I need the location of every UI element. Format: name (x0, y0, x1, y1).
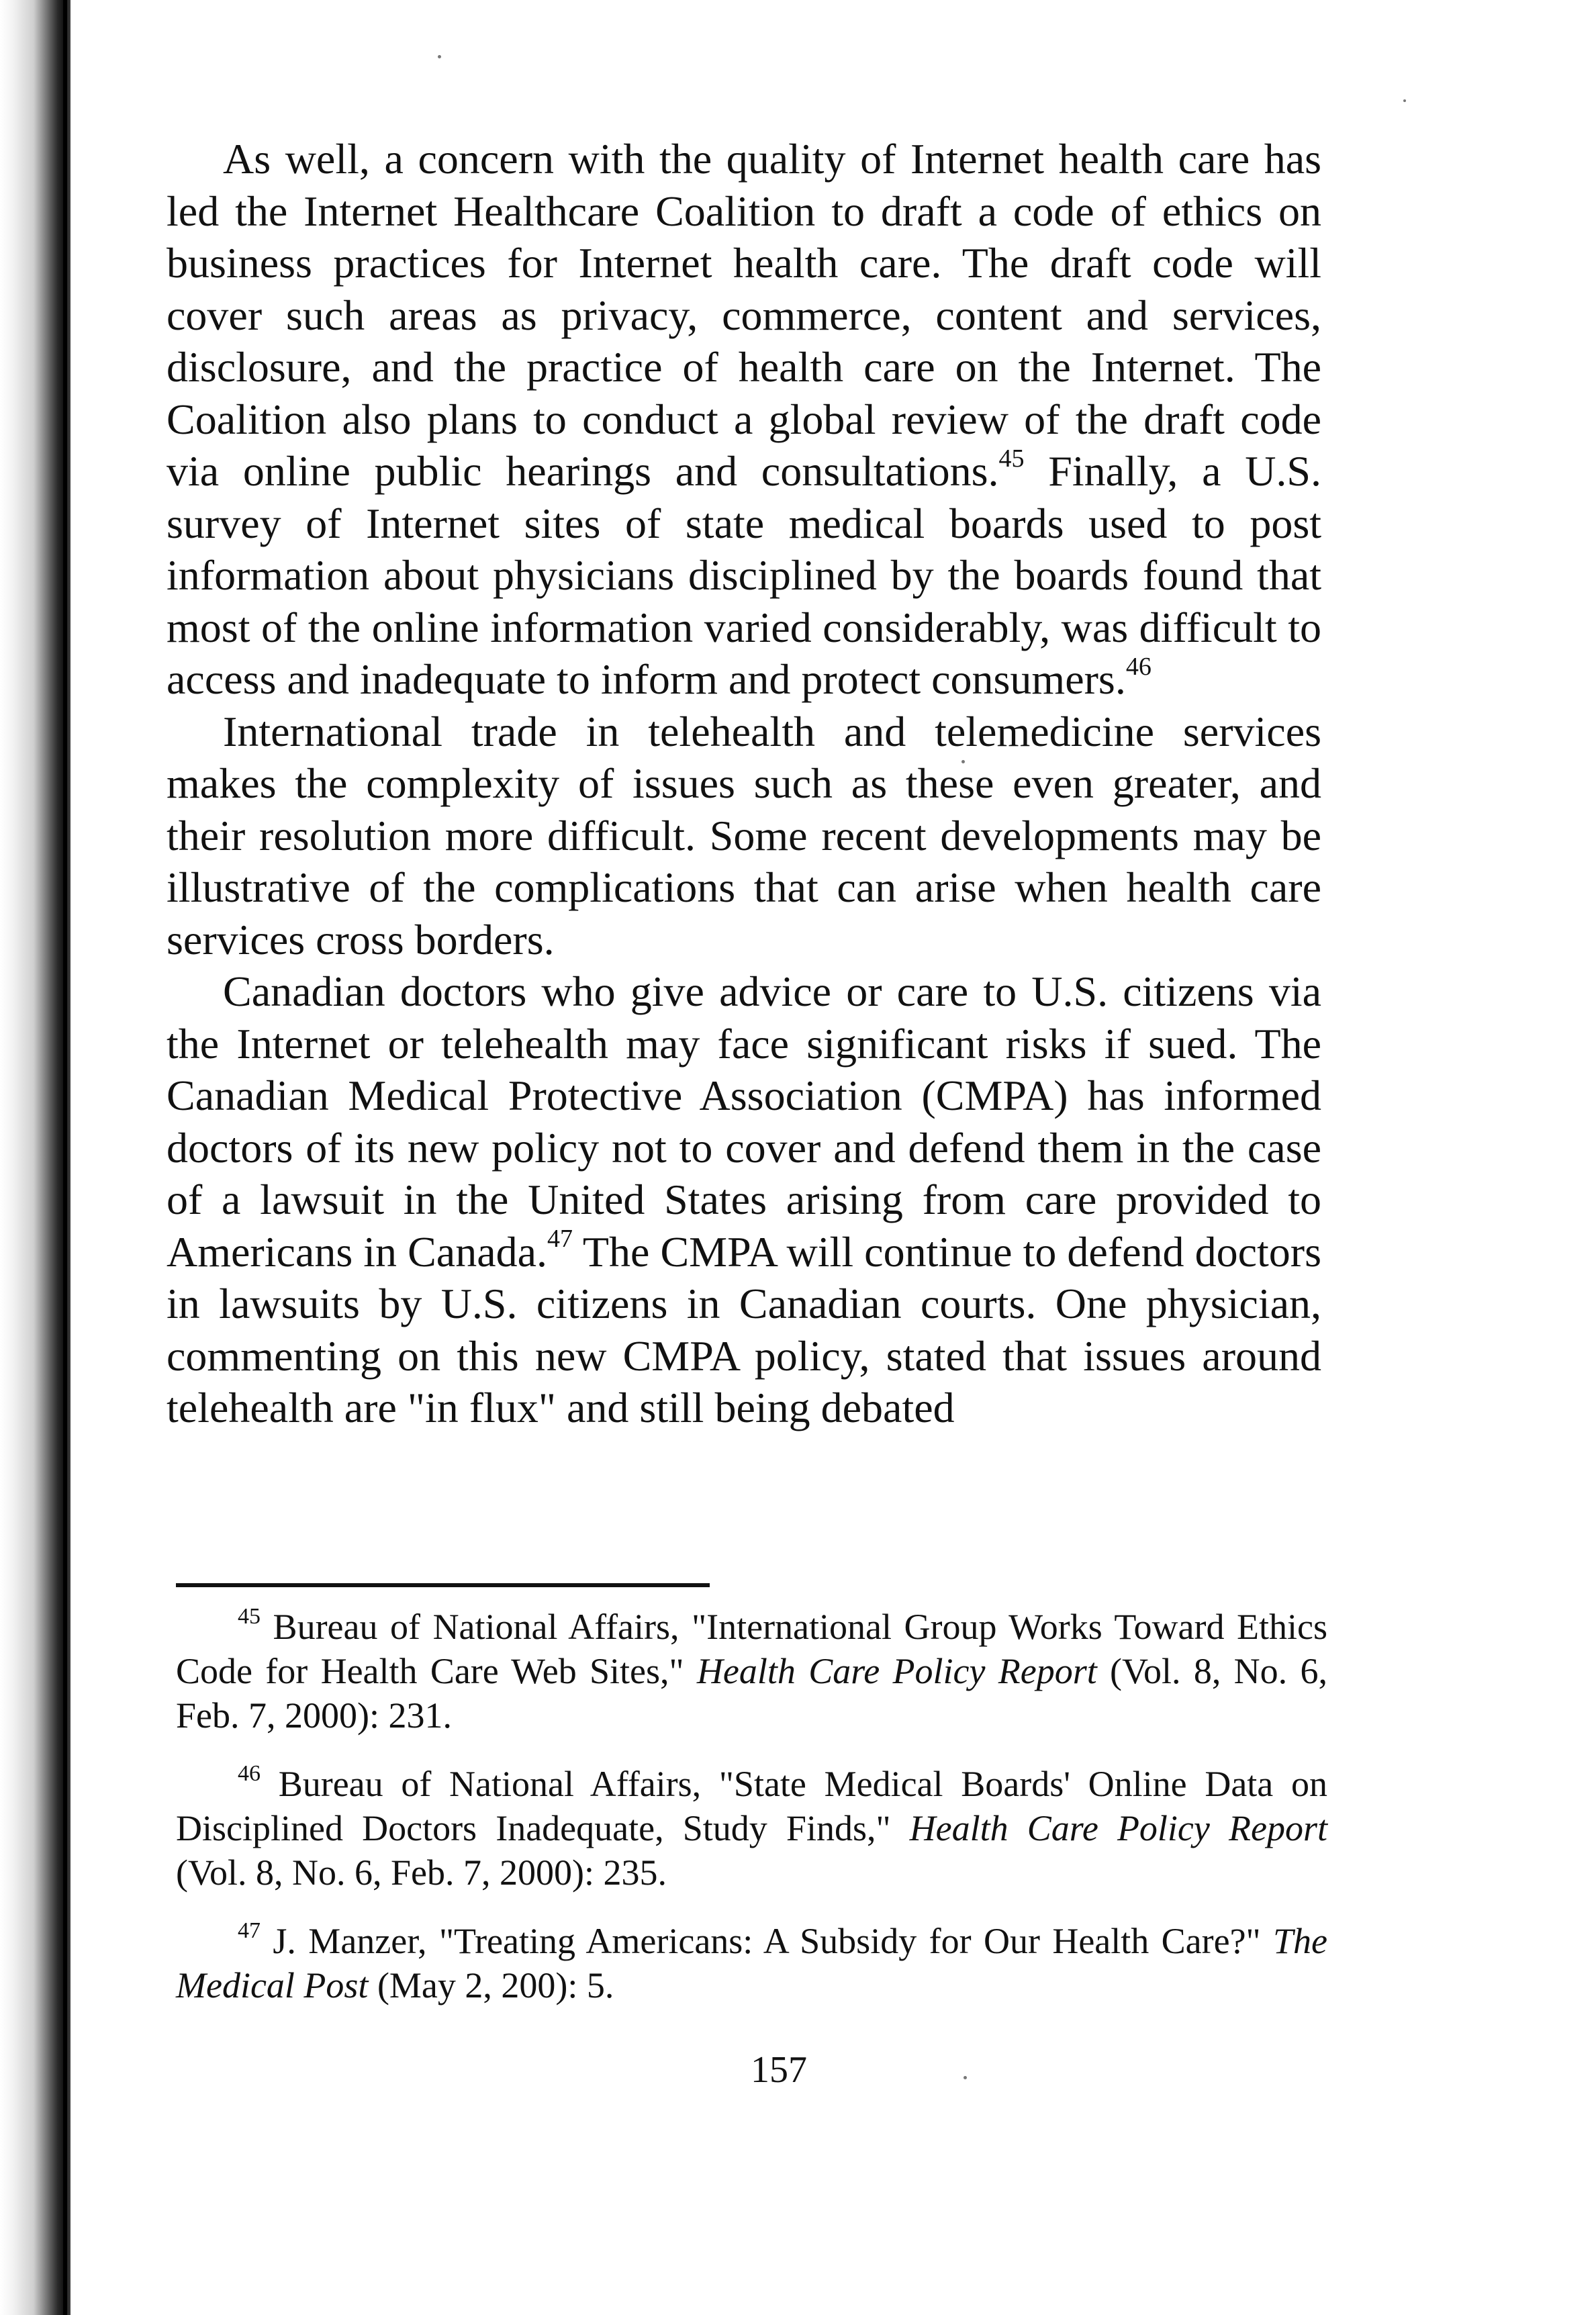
footnote-reference: 45 (998, 444, 1025, 473)
page-number: 157 (751, 2049, 807, 2091)
footnote-text: Bureau of National Affairs, "State Medical Boards' Online Data on Disciplined Doctors Inadequate, Study Finds," (176, 1764, 1327, 1848)
footnote-publication-title: Health Care Policy Report (909, 1808, 1327, 1848)
footnote-reference: 46 (1125, 652, 1152, 681)
page-binding-edge (0, 0, 71, 2315)
footnote-number: 47 (238, 1918, 261, 1943)
paragraph (167, 706, 1321, 966)
footnote-text: (Vol. 8, No. 6, Feb. 7, 2000): 231. (176, 1651, 1327, 1736)
paragraph-text: Canadian doctors who give advice or care to U.S. citizens via the Internet or telehealth may face significant risks if sued. The Canadian Medical Protective Association (CMPA) has informed doctors of its new policy not to cover and defend them in the case of a lawsuit in the United States arising from care provided to Americans in Canada. (167, 967, 1321, 1276)
paragraph-text: The CMPA will continue to defend doctors in lawsuits by U.S. citizens in Canadian courts. One physician, commenting on this new CMPA policy, stated that issues around telehealth are "in flux" and still being debated (167, 1227, 1322, 1431)
footnote-reference: 47 (547, 1225, 573, 1254)
paragraph-text: As well, a concern with the quality of Internet health care has led the Internet Healthcare Coalition to draft a code of ethics on business practices for Internet health care. The draft code will cover such areas as privacy, commerce, content and services, disclosure, and the practice of health care on the Internet. The Coalition also plans to conduct a global review of the draft code via online public hearings and consultations. (167, 135, 1321, 495)
paragraph (167, 965, 1321, 1434)
footnote-number: 46 (238, 1761, 261, 1786)
footnote (176, 1919, 1327, 2007)
footnote-publication-title: The Medical Post (176, 1921, 1327, 2005)
paragraph-text: Finally, a U.S. survey of Internet sites of state medical boards used to post information about physicians disciplined by the boards found that most of the online information varied considerably, was difficult to access and inadequate to inform and protect consumers. (167, 447, 1321, 703)
footnote-text: Bureau of National Affairs, "International Group Works Toward Ethics Code for Health Care Web Sites," (176, 1607, 1327, 1691)
footnote-divider (176, 1583, 710, 1587)
footnote (176, 1762, 1327, 1895)
footnote-text: (Vol. 8, No. 6, Feb. 7, 2000): 235. (176, 1852, 667, 1893)
footnotes (176, 1605, 1327, 2032)
scan-speck (438, 55, 441, 58)
footnote-number: 45 (238, 1604, 261, 1629)
scan-speck (964, 2076, 967, 2079)
footnote (176, 1605, 1327, 1738)
footnote-text: (May 2, 200): 5. (368, 1965, 614, 2005)
footnote-publication-title: Health Care Policy Report (696, 1651, 1097, 1691)
scan-speck (1403, 99, 1406, 102)
paragraph (167, 133, 1321, 706)
footnote-text: J. Manzer, "Treating Americans: A Subsidy for Our Health Care?" (261, 1921, 1273, 1961)
body-text (167, 133, 1321, 1434)
paragraph-text: International trade in telehealth and telemedicine services makes the complexity of issues such as these even greater, and their resolution more difficult. Some recent developments may be illustrative of the complications that can arise when health care services cross borders. (167, 707, 1321, 963)
